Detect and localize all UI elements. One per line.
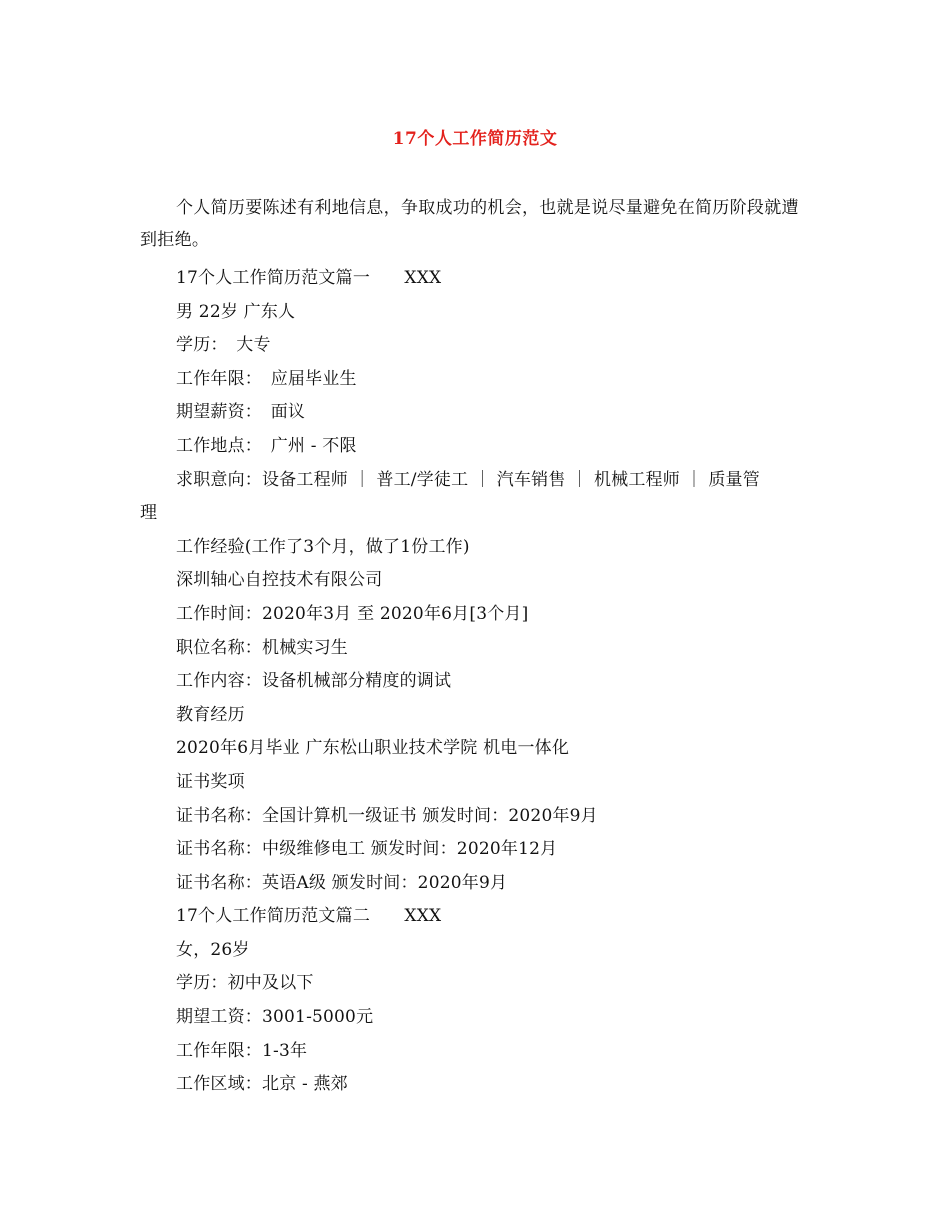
- line-expected-salary: 期望薪资： 面议: [176, 402, 306, 423]
- line-certificate-3: 证书名称：英语A级 颁发时间：2020年9月: [176, 872, 508, 893]
- line-education-2: 学历：初中及以下: [176, 973, 314, 994]
- line-education: 学历： 大专: [176, 335, 271, 356]
- document-title: 17个人工作简历范文: [392, 129, 558, 149]
- line-certificates-heading: 证书奖项: [176, 771, 245, 792]
- line-certificate-1: 证书名称：全国计算机一级证书 颁发时间：2020年9月: [176, 805, 598, 826]
- line-work-location: 工作地点： 广州 - 不限: [176, 435, 357, 456]
- line-section-1-heading: 17个人工作简历范文篇一 XXX: [176, 268, 442, 288]
- resume-lines: [140, 262, 816, 1102]
- line-work-period: 工作时间：2020年3月 至 2020年6月[3个月]: [176, 603, 529, 624]
- line-position: 职位名称：机械实习生: [176, 637, 348, 658]
- line-job-intention: 求职意向：设备工程师 ｜ 普工/学徒工 ｜ 汽车销售 ｜ 机械工程师 ｜ 质量管: [176, 469, 760, 490]
- line-expected-salary-2: 期望工资：3001-5000元: [176, 1007, 374, 1028]
- line-work-area-2: 工作区域：北京 - 燕郊: [176, 1074, 348, 1095]
- line-education-heading: 教育经历: [176, 704, 245, 725]
- intro-paragraph: 个人简历要陈述有利地信息，争取成功的机会，也就是说尽量避免在简历阶段就遭到拒绝。: [140, 198, 799, 250]
- line-graduation: 2020年6月毕业 广东松山职业技术学院 机电一体化: [176, 738, 570, 759]
- line-work-years: 工作年限： 应届毕业生: [176, 368, 357, 389]
- line-work-years-2: 工作年限：1-3年: [176, 1040, 308, 1061]
- line-job-intention-cont: 理: [140, 503, 158, 524]
- line-work-experience: 工作经验(工作了3个月，做了1份工作): [176, 536, 470, 557]
- line-company: 深圳轴心自控技术有限公司: [176, 570, 383, 591]
- line-work-content: 工作内容：设备机械部分精度的调试: [176, 671, 452, 692]
- line-gender-age-2: 女，26岁: [176, 939, 250, 960]
- line-gender-age-origin: 男 22岁 广东人: [176, 301, 296, 322]
- line-certificate-2: 证书名称：中级维修电工 颁发时间：2020年12月: [176, 839, 558, 860]
- line-section-2-heading: 17个人工作简历范文篇二 XXX: [176, 906, 442, 927]
